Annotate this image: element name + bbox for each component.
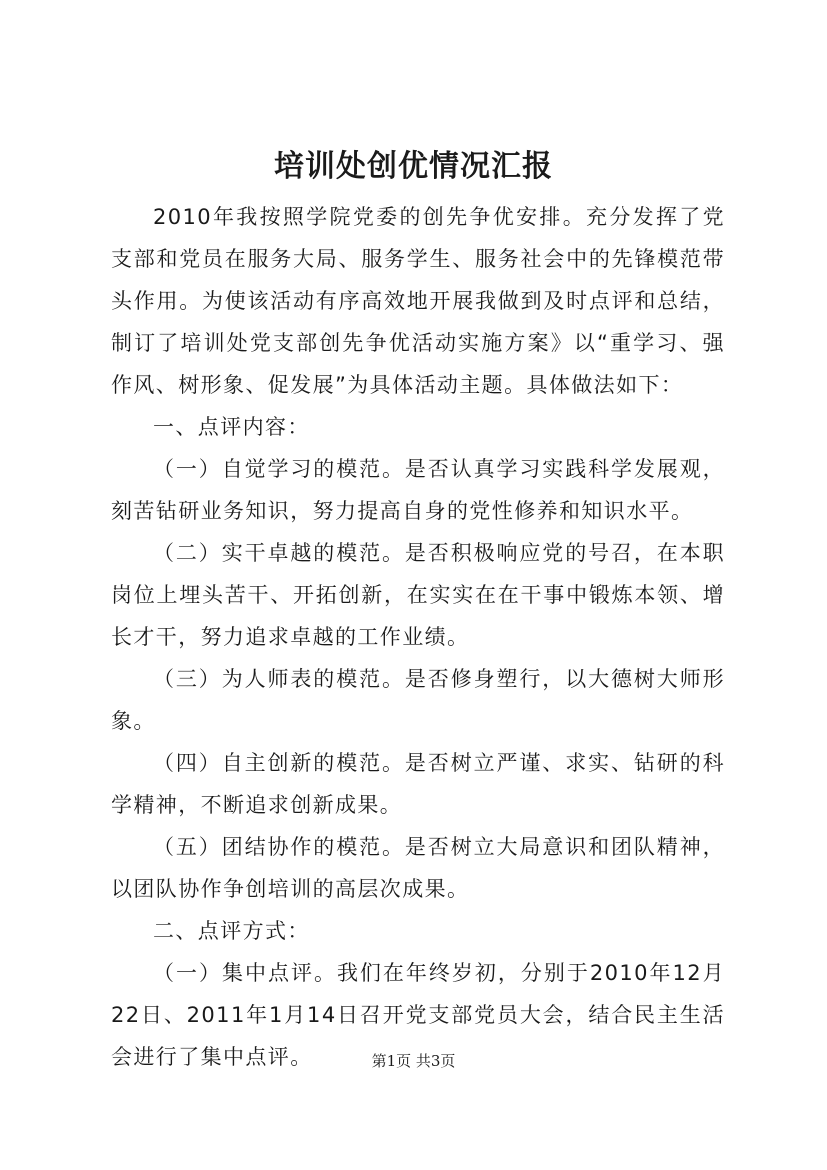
section-heading-review-content: 一、点评内容： [153, 415, 310, 439]
paragraph-intro: 2010年我按照学院党委的创先争优安排。充分发挥了党支部和党员在服务大局、服务学生、服务社会中的先锋模范带头作用。为使该活动有序高效地开展我做到及时点评和总结，制订了培训处党支部创先争优活动实施方案》以“重学习、强作风、树形象、促发展”为具体活动主题。具体做法如下： [111, 205, 725, 397]
paragraph-item-centralized-review: （一）集中点评。我们在年终岁初，分别于2010年12月22日、2011年1月14日召开党支部党员大会，结合民主生活会进行了集中点评。 [111, 961, 725, 1069]
paragraph-item-practical: （二）实干卓越的模范。是否积极响应党的号召，在本职岗位上埋头苦干、开拓创新，在实实在在干事中锻炼本领、增长才干，努力追求卓越的工作业绩。 [111, 541, 725, 649]
paragraph-item-innovation: （四）自主创新的模范。是否树立严谨、求实、钻研的科学精神，不断追求创新成果。 [111, 751, 725, 817]
paragraph-item-learning: （一）自觉学习的模范。是否认真学习实践科学发展观，刻苦钻研业务知识，努力提高自身的党性修养和知识水平。 [111, 457, 725, 523]
paragraph-item-teamwork: （五）团结协作的模范。是否树立大局意识和团队精神，以团队协作争创培训的高层次成果。 [111, 835, 725, 901]
page-footer: 第1页 共3页 [371, 1052, 456, 1070]
paragraph-item-role-model: （三）为人师表的模范。是否修身塑行，以大德树大师形象。 [111, 667, 725, 733]
document-body [111, 196, 725, 1078]
section-heading-review-method: 二、点评方式： [153, 919, 310, 943]
document-title: 培训处创优情况汇报 [274, 149, 553, 184]
